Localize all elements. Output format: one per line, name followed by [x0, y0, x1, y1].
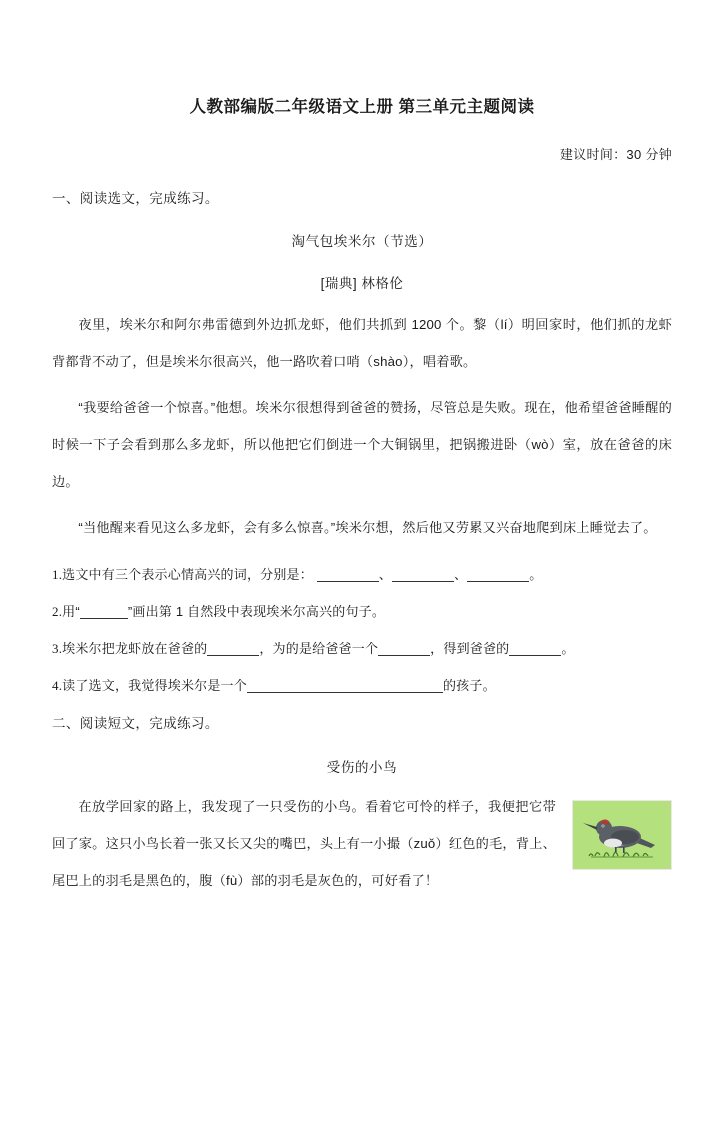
question-number-3: 3. [52, 640, 63, 656]
passage-two-title: 受伤的小鸟 [326, 759, 398, 775]
passage-two-block [52, 788, 672, 899]
question-number-1: 1. [52, 566, 63, 582]
question-sep-1b: 、 [453, 566, 468, 582]
question-text-4: 读了选文，我觉得埃米尔是一个 [62, 677, 247, 693]
section-one-heading: 一、阅读选文，完成练习。 [52, 190, 219, 206]
question-number-2: 2. [52, 603, 63, 619]
question-suffix-4: 的孩子。 [442, 677, 496, 693]
question-text-1: 选文中有三个表示心情高兴的词，分别是： [62, 566, 313, 582]
passage-one-author: [瑞典] 林格伦 [320, 275, 404, 291]
question-mid-3b: ，得到爸爸的 [430, 640, 510, 656]
answer-blank-3c[interactable] [509, 655, 561, 656]
question-sep-1a: 、 [378, 566, 392, 582]
section-two-heading: 二、阅读短文，完成练习。 [52, 715, 219, 731]
question-suffix-3: 。 [561, 640, 575, 656]
question-item-1 [52, 556, 672, 593]
passage-one-paragraph-3: “当他醒来看见这么多龙虾，会有多么惊喜。”埃米尔想，然后他又劳累又兴奋地爬到床上睡觉去了。 [78, 519, 657, 535]
answer-blank-3a[interactable] [207, 655, 259, 656]
question-mid-3a: ，为的是给爸爸一个 [259, 640, 379, 656]
question-item-3 [52, 630, 672, 667]
answer-blank-3b[interactable] [378, 655, 430, 656]
worksheet-page [0, 98, 724, 1122]
passage-one-title: 淘气包埃米尔（节选） [291, 233, 433, 249]
answer-blank-4a[interactable] [247, 692, 443, 693]
bird-illustration [572, 800, 672, 870]
answer-blank-2a[interactable] [80, 618, 128, 619]
passage-two-paragraph: 在放学回家的路上，我发现了一只受伤的小鸟。看着它可怜的样子，我便把它带回了家。这只小鸟长着一张又长又尖的嘴巴，头上有一小撮（zuǒ）红色的毛，背上、尾巴上的羽毛是黑色的，腹（fù）部的羽毛是灰色的，可好看了！ [52, 798, 556, 888]
passage-one-paragraph-1: 夜里，埃米尔和阿尔弗雷德到外边抓龙虾，他们共抓到 1200 个。黎（lí）明回家时，他们抓的龙虾背都背不动了，但是埃米尔很高兴，他一路吹着口哨（shào），唱着歌。 [52, 316, 672, 369]
question-item-2 [52, 593, 672, 630]
question-item-4 [52, 667, 672, 704]
answer-blank-1b[interactable] [392, 581, 454, 582]
question-suffix-2: ”画出第 1 自然段中表现埃米尔高兴的句子。 [127, 603, 386, 619]
question-text-3: 埃米尔把龙虾放在爸爸的 [62, 640, 208, 656]
answer-blank-1a[interactable] [317, 581, 379, 582]
passage-one-paragraph-2: “我要给爸爸一个惊喜。”他想。埃米尔很想得到爸爸的赞扬，尽管总是失败。现在，他希望爸爸睡醒的时候一下子会看到那么多龙虾，所以他把它们倒进一个大铜锅里，把锅搬进卧（wò）室，放在爸爸的床边。 [52, 399, 672, 489]
suggested-time-note: 建议时间：30 分钟 [559, 146, 672, 162]
answer-blank-1c[interactable] [467, 581, 529, 582]
page-title: 人教部编版二年级语文上册 第三单元主题阅读 [189, 98, 535, 116]
bird-icon [573, 801, 671, 869]
question-text-2: 用“ [62, 603, 80, 619]
question-suffix-1: 。 [529, 566, 543, 582]
question-number-4: 4. [52, 677, 63, 693]
question-list [52, 556, 672, 704]
